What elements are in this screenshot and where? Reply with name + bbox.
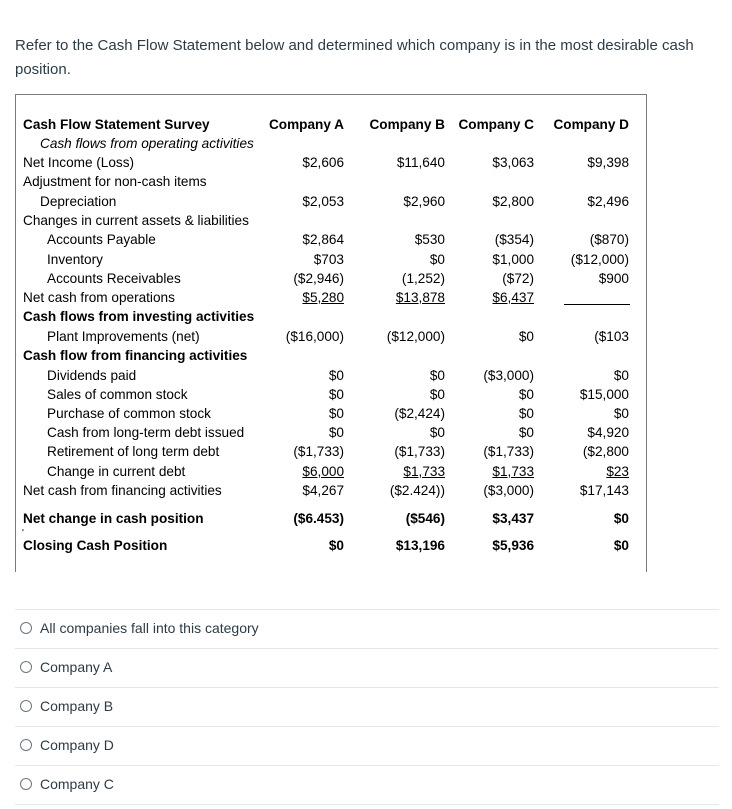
question-text: Refer to the Cash Flow Statement below and determined which company is in the most desirable cash position. [15,37,694,78]
cell-company-d: $15,000 [579,387,629,402]
row-label: Net cash from operations [23,290,175,305]
cell-company-c: $5,936 [492,538,534,553]
row-label: Cash from long-term debt issued [47,425,245,440]
cell-company-a: $0 [328,406,344,421]
cell-company-b: $0 [429,252,445,267]
cell-company-c: $3,437 [492,511,534,526]
divider-line [564,304,630,305]
column-header-d: Company D [553,117,629,132]
cell-company-d: ($103 [594,329,629,344]
cell-company-c: $0 [518,387,534,402]
row-label: Retirement of long term debt [47,444,220,459]
row-label: Adjustment for non-cash items [23,174,207,189]
cell-company-d: ($2,800 [582,444,629,459]
option-all-companies[interactable] [15,609,719,648]
cell-company-a: ($16,000) [285,329,344,344]
row-label: Cash flows from operating activities [40,136,254,151]
cell-company-b: ($2.424)) [389,483,445,498]
cell-company-c: ($3,000) [483,368,534,383]
cell-company-b: ($12,000) [386,329,445,344]
row-label: Accounts Receivables [47,271,181,286]
cell-company-d: $2,496 [587,194,629,209]
radio-button[interactable] [20,739,32,751]
table-row [16,509,646,528]
cell-company-d: $0 [613,368,629,383]
cell-company-a: $0 [328,425,344,440]
cell-company-d: ($12,000) [570,252,629,267]
table-row [16,462,646,481]
cell-company-a: $703 [313,252,344,267]
row-label: Changes in current assets & liabilities [23,213,249,228]
cell-company-b: $1,733 [403,464,445,479]
table-row [16,250,646,269]
cell-company-c: $0 [518,406,534,421]
table-row [16,172,646,191]
row-label: Net change in cash position [23,511,204,526]
cell-company-b: $0 [429,387,445,402]
cell-company-c: $1,000 [492,252,534,267]
cell-company-c: ($354) [494,232,534,247]
row-label: Accounts Payable [47,232,156,247]
option-label: All companies fall into this category [40,620,259,636]
radio-button[interactable] [20,661,32,673]
cell-company-a: $6,000 [302,464,344,479]
cell-company-b: $530 [414,232,445,247]
cell-company-b: (1,252) [401,271,445,286]
option-label: Company A [40,659,113,675]
cell-company-a: $0 [328,368,344,383]
row-label: Depreciation [40,194,117,209]
table-row [16,404,646,423]
cell-company-a: ($6.453) [293,511,344,526]
cell-company-d: $23 [606,464,629,479]
row-label: Sales of common stock [47,387,188,402]
cell-company-c: $6,437 [492,290,534,305]
radio-button[interactable] [20,700,32,712]
cell-company-a: $4,267 [302,483,344,498]
cell-company-b: $0 [429,368,445,383]
cell-company-c: ($3,000) [483,483,534,498]
row-label: Net Income (Loss) [23,155,135,170]
radio-button[interactable] [20,778,32,790]
column-header-c: Company C [458,117,534,132]
row-label: Change in current debt [47,464,186,479]
table-row [16,134,646,153]
table-row [16,385,646,404]
cell-company-d: $17,143 [579,483,629,498]
cell-company-a: $2,864 [302,232,344,247]
row-label: Cash flows from investing activities [23,309,255,324]
option-company-b[interactable] [15,687,719,726]
cell-company-a: $2,053 [302,194,344,209]
cell-company-a: $0 [328,538,344,553]
row-label: Inventory [47,252,103,267]
option-company-a[interactable] [15,648,719,687]
row-label: Purchase of common stock [47,406,211,421]
row-label: Net cash from financing activities [23,483,222,498]
cell-company-c: ($1,733) [483,444,534,459]
table-title: Cash Flow Statement Survey [23,117,210,132]
cell-company-b: $0 [429,425,445,440]
table-row [16,153,646,172]
column-header-a: Company A [268,117,344,132]
table-row [16,346,646,365]
cell-company-c: $2,800 [492,194,534,209]
table-row [16,423,646,442]
cell-company-d: $0 [613,538,629,553]
tick-mark: ' [22,528,24,539]
cell-company-a: $2,606 [302,155,344,170]
option-label: Company B [40,698,114,714]
table-row [16,307,646,326]
cell-company-b: $11,640 [396,155,445,170]
row-label: Dividends paid [47,368,137,383]
cell-company-d: $0 [613,406,629,421]
cell-company-d: $9,398 [587,155,629,170]
cell-company-b: ($546) [405,511,445,526]
cell-company-a: $5,280 [302,290,344,305]
cell-company-a: ($1,733) [293,444,344,459]
cell-company-b: ($1,733) [394,444,445,459]
table-row [16,442,646,461]
table-row [16,211,646,230]
table-row [16,230,646,249]
table-row [16,366,646,385]
table-row [16,269,646,288]
option-company-d[interactable] [15,726,719,765]
row-label: Closing Cash Position [23,538,168,553]
cell-company-b: $13,878 [395,290,445,305]
table-row [16,536,646,555]
table-row [16,288,646,307]
cell-company-b: $2,960 [403,194,445,209]
cell-company-c: $0 [518,329,534,344]
cell-company-a: $0 [328,387,344,402]
table-row [16,481,646,500]
cell-company-d: $900 [598,271,629,286]
cell-company-b: ($2,424) [394,406,445,421]
table-header-row [16,115,646,134]
cell-company-d: $0 [613,511,629,526]
option-label: Company D [40,737,114,753]
cell-company-c: $0 [518,425,534,440]
column-header-b: Company B [369,117,445,132]
cell-company-c: $1,733 [492,464,534,479]
cell-company-d: ($870) [589,232,629,247]
cash-flow-table [15,94,647,572]
row-label: Cash flow from financing activities [23,348,248,363]
row-label: Plant Improvements (net) [47,329,200,344]
cell-company-d: $4,920 [587,425,629,440]
table-row [16,192,646,211]
table-row [16,327,646,346]
answer-options [15,609,719,805]
option-label: Company C [40,776,114,792]
cell-company-b: $13,196 [395,538,445,553]
cell-company-c: $3,063 [492,155,534,170]
cell-company-a: ($2,946) [293,271,344,286]
radio-button[interactable] [20,622,32,634]
cell-company-c: ($72) [502,271,534,286]
option-company-c[interactable] [15,765,719,805]
